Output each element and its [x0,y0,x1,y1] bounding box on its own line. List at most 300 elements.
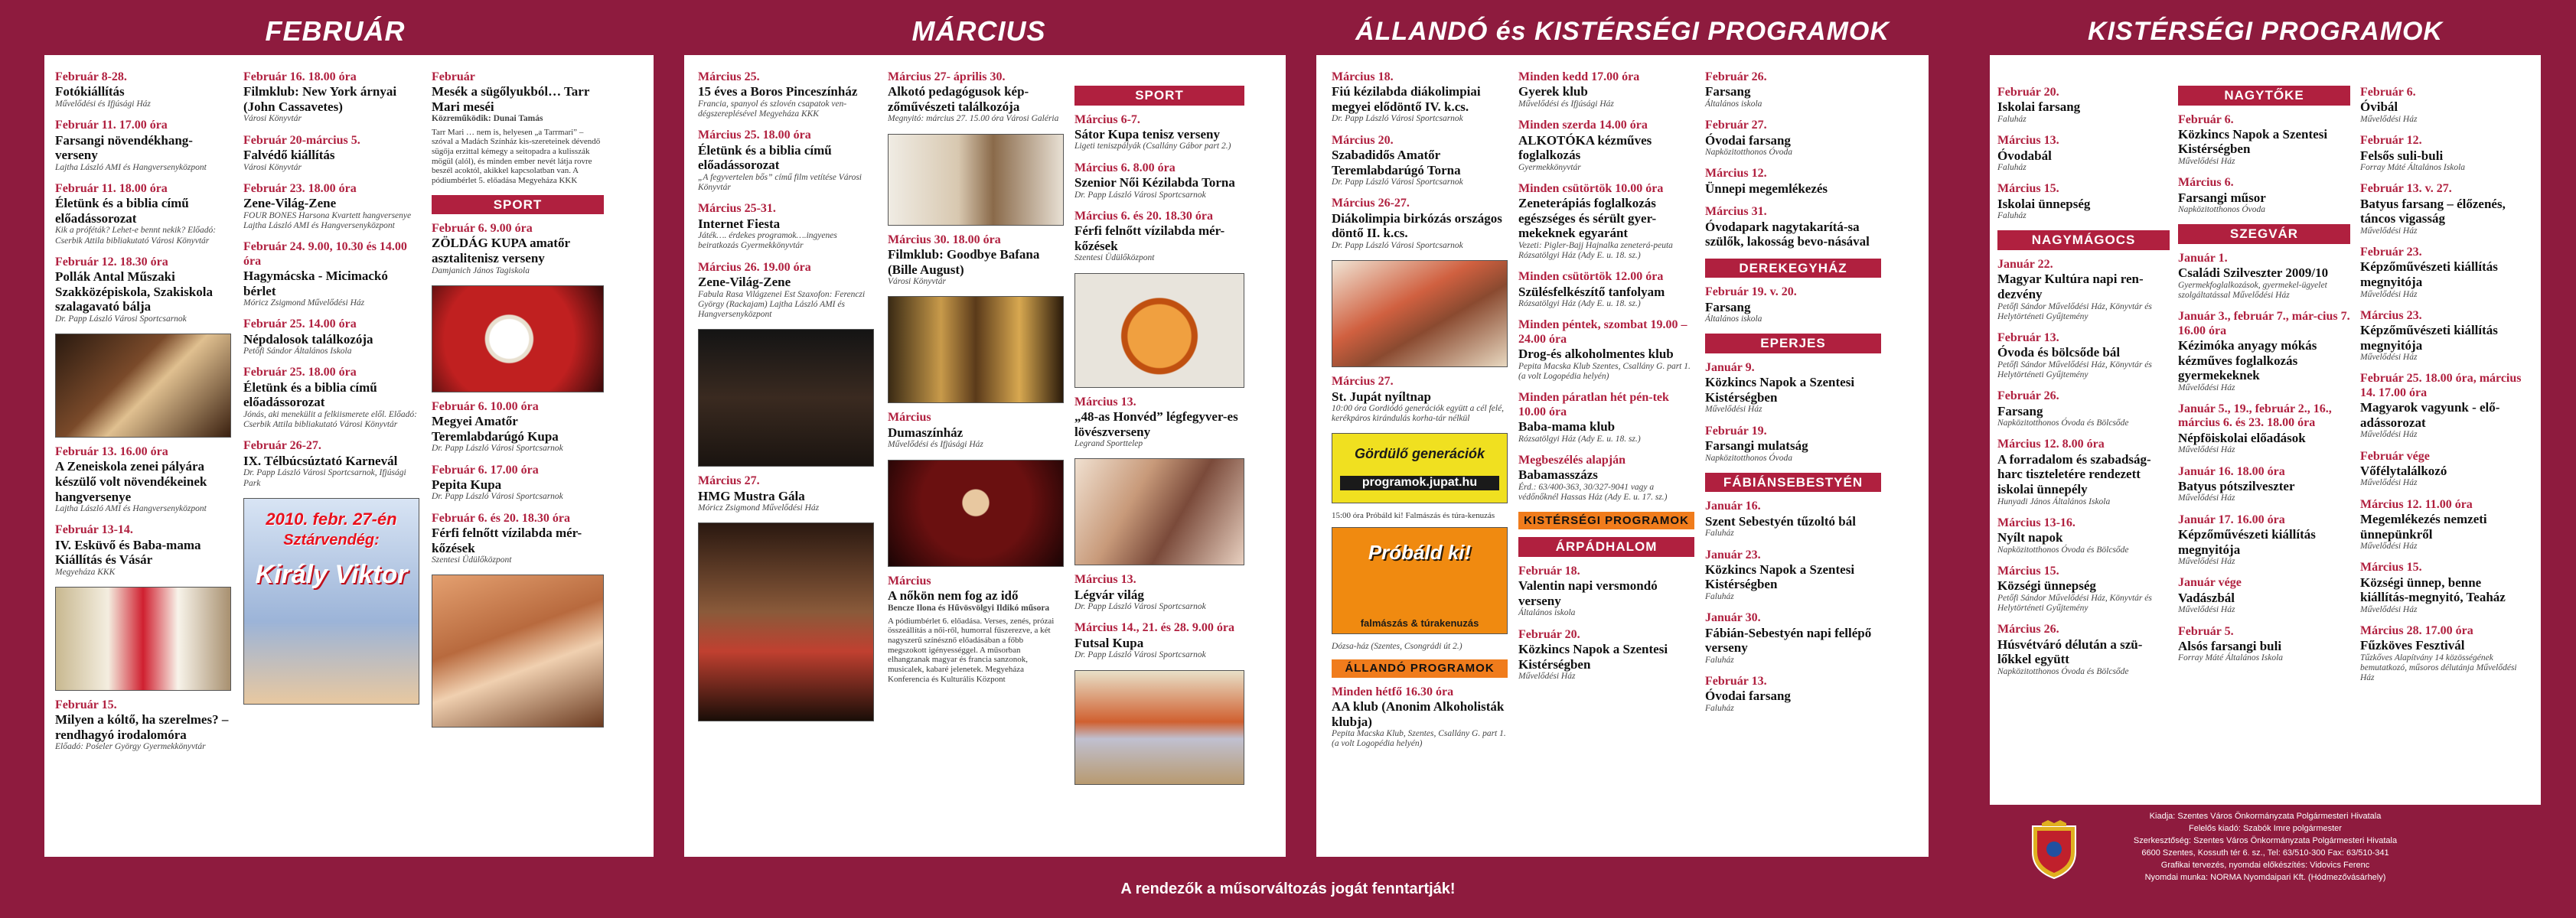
event [2178,113,2350,168]
event-venue: Szentesi Üdülőközpont [432,555,512,565]
event-venue: Általános iskola [1518,608,1576,618]
event-date: Február [432,70,475,83]
column-10 [1997,86,2170,686]
event-venue: Művelődési és Ifjúsági Ház [55,99,151,109]
event-venue: Tűzkőves Alapítvány 14 közösségének bemutatkozó, műsoros délutánja Művelődési Ház [2360,653,2517,683]
event [432,512,604,566]
event [888,233,1064,288]
event-date: Minden hétfő 16.30 óra [1332,685,1454,698]
event [432,464,604,503]
event-title: Népdalosok találkozója [243,331,373,347]
event-title: Községi ünnep, benne kiállítás-megnyitó, Teaház [2360,575,2506,605]
column-12 [2360,86,2532,693]
event [698,261,874,321]
event-venue: Faluház [1997,114,2027,124]
event-venue: Faluház [1705,592,1734,602]
event-title: Magyar Kultúra napi ren-dezvény [1997,272,2144,301]
event-title: Családi Szilveszter 2009/10 [2178,265,2329,281]
event-venue: Városi Könyvtár [888,277,946,287]
event-date: Február 6. [2360,86,2416,99]
event-venue: Gyermekkönyvtár [1518,162,1581,172]
event-venue: Petőfi Sándor Művelődési Ház, Könyvtár és Helytörténeti Gyűjtemény [1997,360,2152,380]
event [55,445,231,514]
event-description: A pódiumbérlet 6. előadása. Verses, zenés, prózai összeállítás a női-ről, humorral fűszerezve, a két nagyszerű színésznő előadásában a főbb megszokott igényességgel. A műsorban elhangzanak magyar és francia sanzonok, musicalek, kabaré jelenetek. Megyeháza Konferencia és Kulturális Központ [888,616,1055,684]
event-venue: Közreműködik: Dunai Tamás [432,114,543,124]
event-title: Falvédő kiállítás [243,148,335,163]
column-11 [2178,86,2350,673]
event-date: Február 5. [2178,624,2234,638]
event-title: Pollák Antal Műszaki Szakközépiskola, Szakiskola szalagavató bálja [55,269,213,314]
event-title: Községi ünnepség [1997,578,2096,594]
event-date: Január 30. [1705,611,1761,625]
event-title: Vadászbál [2178,590,2235,605]
event-date: Március 28. 17.00 óra [2360,624,2473,638]
event-title: Óvodabál [1997,148,2052,163]
event-date: Minden csütörtök 12.00 óra [1518,270,1664,284]
event [1705,675,1881,714]
event-date: Minden szerda 14.00 óra [1518,119,1648,132]
event-venue: Jónás, aki menekülit a felkiismerete elől. Előadó: Cserbik Attila bibliakutató Városi Könyvtár [243,409,417,430]
poster-date: 2010. febr. 27-én [266,509,397,529]
event-title: St. Jupát nyíltnap [1332,389,1431,404]
section-bar-sport: SPORT [432,195,604,215]
event-title: Farsang [1705,299,1751,314]
event-venue: Petőfi Sándor Művelődési Ház, Könyvtár és Helytörténeti Gyűjtemény [1997,301,2152,321]
event-date: Március 26. 19.00 óra [698,260,811,274]
event-venue: Művelődési Ház [2360,289,2418,299]
note: 15:00 óra Próbáld ki! Falmászás és túra-kenuzás [1332,511,1495,521]
event-title: Óvodai farsang [1705,132,1791,148]
event [1074,573,1244,612]
event [2360,134,2532,173]
column-1 [55,70,231,762]
event [1705,119,1881,158]
section-bar-eperjes: EPERJES [1705,334,1881,353]
event-venue: Művelődési Ház [2360,430,2418,440]
poster-probald-sub: falmászás & túrakenuzás [1360,617,1479,630]
event-venue: Művelődési Ház [2360,226,2418,236]
event-title: Gyerek klub [1518,84,1588,99]
event-date: Február 6. [2178,112,2234,126]
event-venue: Rózsatölgyi Ház (Ady E. u. 18. sz.) [1518,434,1641,444]
event-venue: Művelődési Ház [2178,157,2235,167]
event [2360,182,2532,236]
event [1518,70,1694,109]
event-date: Március 6. 8.00 óra [1074,161,1176,174]
event [1997,438,2170,506]
event-venue: Művelődési Ház [2178,557,2235,567]
event-title: Sátor Kupa tenisz verseny [1074,126,1220,142]
event [1074,161,1244,200]
event-venue: Faluház [1705,529,1734,539]
event-date: Március 6-7. [1074,112,1140,126]
event-date: Február 6. 17.00 óra [432,463,539,477]
event-date: Minden páratlan hét pén-tek 10.00 óra [1518,391,1669,418]
event [698,474,874,513]
event-venue: Megyeháza KKK [55,567,116,577]
event-venue: Lajtha László AMI és Hangversenyközpont [55,504,207,514]
event-venue: Művelődési Ház [2178,445,2235,455]
event-date: Március 25. [698,70,760,83]
header-februar: FEBRUÁR [265,15,406,47]
column-5 [888,70,1064,693]
event-date: Február 18. [1518,564,1580,578]
event [2360,561,2532,615]
photo-water-polo-ball [1074,273,1244,388]
event-venue: Forray Máté Általános Iskola [2178,653,2284,663]
event [2360,372,2532,440]
event-title: Ünnepi megemlékezés [1705,181,1828,196]
event [1518,182,1694,261]
section-bar-nagytoke: NAGYTŐKE [2178,86,2350,106]
event-venue: FOUR BONES Harsona Kvartett hangversenye Lajtha László AMI és Hangversenyközpont [243,210,412,231]
event-date: Február 24. 9.00, 10.30 és 14.00 óra [243,240,407,268]
event [1997,516,2170,555]
event-title: Képzőművészeti kiállítás megnyitója [2178,527,2316,557]
event [1074,621,1244,660]
photo-gala-crowd [698,522,874,721]
event [2360,624,2532,684]
event-title: Diákolimpia birkózás országos döntő II. k.cs. [1332,210,1502,241]
carnival-poster [243,498,419,705]
credit-line: Felelős kiadó: Szabók Imre polgármester [2189,823,2342,833]
column-8 [1518,70,1694,691]
event-venue: Művelődési Ház [2178,382,2235,392]
event [1997,565,2170,614]
event-venue: Bencze Ilona és Hűvösvölgyi Ildikó műsora [888,603,1050,613]
event [1705,70,1881,109]
event [1518,270,1694,309]
section-bar-arpadhalom: ÁRPÁDHALOM [1518,537,1694,557]
event-date: Március [888,411,931,425]
event-title: Szent Sebestyén tűzoltó bál [1705,513,1856,529]
event [1518,628,1694,682]
event-title: Filmklub: Goodbye Bafana (Bille August) [888,247,1040,277]
event [55,70,231,109]
event-date: Február 8-28. [55,70,127,83]
event-title: Légvár világ [1074,587,1144,602]
event-date: Február 13. 16.00 óra [55,445,168,459]
event-date: Március 18. [1332,70,1394,83]
event-title: HMG Mustra Gála [698,488,805,503]
event [698,70,874,119]
event-title: Megemlékezés nemzeti ünnepünkről [2360,512,2487,542]
event-title: Húsvétváró délután a szü-lőkkel együtt [1997,636,2143,667]
event-title: Fűzköves Fesztivál [2360,638,2465,653]
event-date: Február 25. 14.00 óra [243,317,357,331]
event-title: Szülésfelkészítő tanfolyam [1518,284,1665,299]
event-date: Március 25. 18.00 óra [698,129,811,142]
event [1997,86,2170,125]
event-title: ALKOTÓKA kézműves foglalkozás [1518,132,1652,163]
event-date: Minden kedd 17.00 óra [1518,70,1640,83]
event-date: Február 6. és 20. 18.30 óra [432,511,571,525]
event-date: Február 23. 18.00 óra [243,181,357,195]
event [698,129,874,193]
poster-gordulo [1332,433,1508,503]
event [2360,309,2532,363]
event [1705,500,1881,539]
event-venue: Művelődési Ház [2178,605,2235,615]
event-venue: Dr. Papp László Városi Sportcsarnok [432,444,563,454]
event-title: Képzőművészeti kiállítás megnyitója [2360,323,2498,353]
event-title: Óvodai farsang [1705,688,1791,704]
event-venue: Művelődési Ház [1518,672,1576,682]
event [1518,565,1694,619]
event-venue: Móricz Zsigmond Művelődési Ház [243,298,365,308]
event [1997,134,2170,173]
event [432,400,604,454]
poster-guest-label: Sztárvendég: [283,532,380,549]
event-date: Március 15. [1997,564,2059,578]
event-date: Február 23. [2360,246,2422,259]
event-title: Alsós farsangi buli [2178,638,2282,653]
event [55,698,231,753]
column-4 [698,70,874,729]
event-title: Dumaszínház [888,425,964,440]
event-venue: Rózsatölgyi Ház (Ady E. u. 18. sz.) [1518,299,1641,309]
event-date: Január vége [2178,576,2242,590]
event-venue: Ligeti teniszpályák (Csallány Gábor part 2.) [1074,142,1231,151]
event-date: Március 13. [1074,395,1136,409]
event-title: Zeneterápiás foglalkozás egészséges és sérült gyer-mekeknek egyaránt [1518,196,1657,241]
event [2178,310,2350,393]
event-title: Óvibál [2360,99,2398,115]
event-title: Mesék a sügőlyukból… Tarr Mari meséi [432,84,590,114]
event-venue: Damjanich János Tagiskola [432,265,530,275]
event-title: Közkincs Napok a Szentesi Kistérségben [1518,642,1668,672]
event [432,222,604,276]
event-date: Február 16. 18.00 óra [243,70,357,83]
event-venue: „A fegyverteleп bős” című film vetítése Városi Könyvtár [698,172,862,193]
event-title: Magyarok vagyunk - elő-adássorozat [2360,400,2500,430]
event-title: Valentin napi versmondó verseny [1518,578,1658,608]
event-venue: Művelődési Ház [1705,405,1762,415]
event [243,240,419,308]
event-date: Február 11. 17.00 óra [55,119,168,132]
header-kisterseg: KISTÉRSÉGI PROGRAMOK [2088,16,2443,46]
poster-guest-name: Király Viktor [255,560,408,590]
event-venue: Gyermekfoglalkozások, gyermekel-ügyelet szolgáltatással Művelődési Ház [2178,280,2327,301]
event-date: Január 16. [1705,500,1761,513]
event-date: Január 17. 16.00 óra [2178,513,2285,526]
event-title: Fotókiállítás [55,84,125,99]
photo-dancers [55,334,231,438]
event [1705,167,1881,196]
event-title: Képzőművészeti kiállítás megnyitója [2360,259,2498,289]
event-venue: Napközitotthonos Óvoda és Bölcsőde [1997,418,2129,428]
note: Dózsa-ház (Szentes, Csongrádi út 2.) [1332,642,1462,652]
poster-probald-title: Próbáld ki! [1368,541,1472,565]
event [888,70,1064,125]
event-title: Óvoda és bölcsőde bál [1997,345,2121,360]
event-venue: Vezeti: Pigler-Bajj Hajnalka zeneterá-peuta Rózsatölgyi Ház (Ady E. u. 18. sz.) [1518,240,1673,261]
event [2360,86,2532,125]
photo-wedding-dresses [55,587,231,691]
event-venue: Napközitotthonos Óvoda és Bölcsőde [1997,545,2129,555]
event-venue: Fabula Rasa Világzenei Est Szaxofon: Ferenczi György (Rackajam) Lajtha László AMI és Hangversenyközpont [698,289,866,320]
event-title: Népföiskolai előadások [2178,430,2306,445]
event [1518,391,1694,444]
photo-futsal [1074,670,1244,785]
photo-table-tennis [432,285,604,392]
event-date: Február 25. 18.00 óra, március 14. 17.00 óra [2360,372,2522,399]
event-date: Február 13. [1997,330,2059,344]
event [55,256,231,324]
event-venue: Városi Könyvtár [243,114,302,124]
event-date: Március 12. [1705,167,1767,181]
event-title: „48-as Honvéd” légfegyver-es lövészverseny [1074,409,1238,439]
event-date: Március 30. 18.00 óra [888,233,1001,246]
event-title: A forradalom és szabadság-harc tiszteletére rendezett iskolai ünnepély [1997,451,2151,496]
event-date: Megbeszélés alapján [1518,453,1625,467]
event-description: Tarr Mari … nem is, helyesen „a Tarrmari” – szóval a Madách Színház kis-szereteinek dévendő sügőja erzittal kémegy a seitopadra a kulisszák mögül (alól), és minden ember nevét látja rovre beszél acoktól, akikkel kapcsolatban van. A pódiumbérlet 5. előadása Megyeháza KKK [432,127,601,185]
event [55,523,231,578]
event-title: Hagymácska - Micimackó bérlet [243,269,388,298]
event-title: Fiú kézilabda diákolimpiai megyei elődöntő IV. k.cs. [1332,84,1481,114]
event [2178,465,2350,504]
event-venue: Forray Máté Általános Iskola [2360,163,2466,173]
event-date: Március 27- április 30. [888,70,1006,83]
event-date: Február vége [2360,449,2430,463]
event-date: Február 20-március 5. [243,133,360,147]
section-bar-nagymagocs: NAGYMÁGOCS [1997,230,2170,250]
event-title: Batyus farsang – élőzenés, táncos vigasság [2360,196,2506,226]
event-title: Iskolai farsang [1997,99,2081,115]
event-title: Vőfélytalálkozó [2360,463,2447,478]
event [243,317,419,356]
event [2178,513,2350,568]
event-title: AA klub (Anonim Alkoholisták klubja) [1332,698,1505,729]
event-date: Március 15. [1997,182,2059,196]
event-date: Február 19. [1705,424,1767,438]
event-title: Farsang [1705,84,1751,99]
event-venue: Lajtha László AMI és Hangversenyközpont [55,162,207,172]
event [1997,623,2170,677]
event-date: Március 26. [1997,623,2059,636]
event [2178,625,2350,664]
event-venue: Pepita Macska Klub, Szentes, Csallány G. part 1.(a volt Logopédia helyén) [1332,729,1506,749]
event-venue: Dr. Papp László Városi Sportcsarnok [432,492,563,502]
column-2 [243,70,419,712]
event-venue: 10:00 óra Gordiódó generációk együtt a cél felé, kerékpáros kirándulás korha-tár nélkül [1332,404,1505,424]
event-venue: Dr. Papp László Városi Sportcsarnok, Ifjúsági Park [243,468,406,488]
event-title: Szabadidős Amatőr Teremlabdarúgó Torna [1332,148,1461,177]
event-venue: Dr. Papp László Városi Sportcsarnok [1074,190,1206,200]
event-date: Március [888,574,931,588]
event [2178,252,2350,301]
event-venue: Móricz Zsigmond Művelődési Ház [698,503,820,513]
event-date: Január 9. [1705,360,1755,374]
event [1997,182,2170,221]
event-date: Március 13. [1997,134,2059,148]
event [1074,210,1244,264]
event-venue: Művelődési Ház [2360,542,2418,552]
event-title: Szenior Női Kézilabda Torna [1074,175,1235,190]
event-date: Február 15. [55,698,117,711]
event-date: Február 13. [1705,674,1767,688]
event-title: IX. Télbúcsúztató Karnevál [243,453,398,468]
event [698,202,874,251]
event [243,182,419,231]
event-venue: Művelődési Ház [2178,493,2235,503]
event-title: Megyei Amatőr Teremlabdarúgó Kupa [432,414,559,444]
event-title: Pepita Kupa [432,477,502,492]
event-title: Óvodapark nagytakarítá-sa szülők, lakosság bevo-násával [1705,219,1870,249]
event-venue: Napközitotthonos Óvoda [1705,453,1793,463]
event-date: Január 23. [1705,548,1761,562]
event-date: Február 26-27. [243,439,321,453]
event-venue: Legrand Sportteleр [1074,439,1143,449]
event [2360,498,2532,552]
event-title: Férfi felnőtt vízilabda mér-kőzések [1074,223,1225,253]
credit-line: 6600 Szentes, Kossuth tér 6. sz., Tel: 63/510-300 Fax: 63/510-341 [2141,848,2389,858]
poster-probald-ki [1332,527,1508,634]
event [1997,389,2170,428]
event-title: Internet Fiesta [698,216,781,231]
event-date: Március 26-27. [1332,197,1410,210]
event [1705,205,1881,249]
event-title: ZÖLDÁG KUPA amatőr asztalitenisz verseny [432,236,570,266]
event [243,70,419,125]
event-venue: Szentesi Üdülőközpont [1074,253,1155,263]
event [1332,685,1508,750]
event [2178,576,2350,615]
event-venue: Faluház [1705,655,1734,665]
event [1518,454,1694,503]
event-venue: Faluház [1997,211,2027,221]
event-venue: Hunyadi János Általános Iskola [1997,496,2111,506]
event-date: Február 27. [1705,119,1767,132]
event-venue: Napközitotthonos Óvoda [2178,205,2266,215]
event-date: Február 20. [1518,627,1580,641]
event [1332,70,1508,125]
event [1997,258,2170,322]
event-title: Drog-és alkoholmentes klub [1518,347,1674,362]
event-venue: Művelődési és Ifjúsági Ház [1518,99,1614,109]
photo-film-posters [888,296,1064,403]
event [243,366,419,430]
section-bar-szegvar: SZEGVÁR [2178,224,2350,244]
event-title: Farsangi műsor [2178,190,2266,205]
event-date: Március 6. [2178,176,2234,190]
event-title: Milyen a kóltő, ha szerelmes? – rendhagyó irodalomóra [55,712,229,742]
event-title: Batyus pótszilveszter [2178,478,2295,493]
event-venue: Petőfi Sándor Általános Iskola [243,347,352,356]
event-date: Március 13-16. [1997,516,2075,529]
event-title: Iskolai ünnepség [1997,196,2091,211]
event-title: Fábián-Sebestyén napi fellépő verseny [1705,625,1872,656]
event-venue: Művelődési Ház [2360,604,2418,614]
event [1997,331,2170,380]
event-venue: Érd.: 63/400-363, 30/327-9041 vagy a védőnőknél Hassas Ház (Ady E. u. 17. sz.) [1518,482,1668,502]
event [888,575,1064,685]
event-date: Február 13. v. 27. [2360,182,2452,196]
poster-gordulo-url: programok.jupat.hu [1340,476,1499,490]
section-bar-kistersegi: KISTÉRSÉGI PROGRAMOK [1518,512,1694,529]
event-venue: Dr. Papp László Városi Sportcsarnok [1074,650,1206,660]
event [55,119,231,173]
footer-disclaimer: A rendezők a műsorváltozás jogát fenntartják! [1120,880,1456,897]
event-title: Alkotó pedagógusok kép-zőművészeti találkozója [888,84,1029,114]
header-marcius: MÁRCIUS [911,15,1046,47]
event-venue: Játék…. érdekes programok….ingyenes beiratkozás Gyermekkönyvtár [698,231,837,251]
event [1332,197,1508,251]
event-venue: Dr. Papp László Városi Sportcsarnok [1332,177,1463,187]
event [1705,549,1881,603]
column-3 [432,70,604,735]
event-date: Január 22. [1997,258,2053,272]
